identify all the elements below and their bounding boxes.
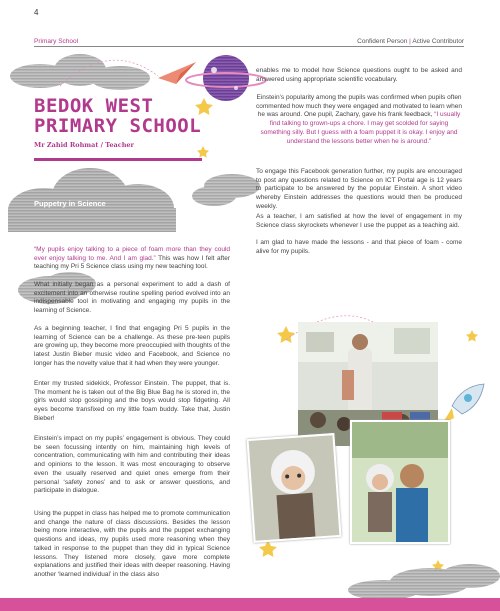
school-title-line1: BEDOK WEST	[34, 95, 154, 117]
star-icon	[259, 540, 277, 557]
school-title-line2: PRIMARY SCHOOL	[34, 115, 202, 137]
classroom-photo-2-image	[352, 422, 448, 542]
footer-band	[0, 598, 500, 611]
intro-quote: “My pupils enjoy talking to a piece of foam more than they could ever enjoy talking to me. And I am glad.”	[34, 246, 230, 262]
cloud-bottom-right	[348, 564, 500, 600]
star-icon	[466, 330, 478, 342]
star-icon	[277, 326, 295, 343]
left-paragraph-intro	[34, 246, 230, 272]
section-label: Puppetry in Science	[34, 199, 106, 208]
left-paragraph-3: As a beginning teacher, I find that engaging Pri 5 pupils in the learning of Science can be a challenge. As these pre-teen pupils are growing up, they become more preoccupied with thoughts of the latest Justin Bieber music video and Facebook, and Science no longer has the novelty value that it had when they were younger.	[34, 325, 230, 367]
classroom-photo-2	[350, 420, 450, 544]
right-paragraph-2	[256, 94, 462, 146]
cloud-top-left	[10, 54, 150, 90]
author-byline: Mr Zahid Rohmat / Teacher	[34, 141, 134, 149]
page-number: 4	[34, 8, 39, 17]
star-icon	[197, 146, 209, 158]
running-header-a: Confident Person	[357, 38, 408, 45]
left-paragraph-2: What initially began as a personal experiment to add a dash of excitement into an otherwise routine spelling period evolved into an indispensable tool in motivating and engaging my pupils in the learning of Science.	[34, 281, 230, 315]
right-paragraph-3: To engage this Facebook generation further, my pupils are encouraged to post any questions related to Science on ICT Portal age is 12 years to participate to be answered by the popular Einstein. A short video whereby Einstein addresses the questions would then be produced weekly.	[256, 168, 462, 210]
right-paragraph-1: enables me to model how Science questions ought to be asked and answered using appropriate scientific vocabulary.	[256, 67, 462, 83]
classroom-photo-3	[246, 433, 341, 543]
magenta-bar	[34, 158, 202, 161]
school-title	[34, 96, 234, 136]
intro-rest: This was how I felt after teaching my Pri 5 Science class using my new teaching tool.	[34, 254, 231, 271]
left-paragraph-4: Enter my trusted sidekick, Professor Einstein. The puppet, that is. The moment he is taken out of the Big Blue Bag he is stored in, the girls would stop gossiping and the boys would stop fidgeting. All eyes become transfixed on my little foam buddy. Take that, Justin Bieber!	[34, 380, 230, 422]
right-paragraph-5: I am glad to have made the lessons - and that piece of foam - come alive for my pupils.	[256, 239, 462, 255]
left-paragraph-6: Using the puppet in class has helped me to promote communication and change the nature of class discussions. Besides the lesson being more interactive, with the pupils and the puppet exchanging questions and ideas, my pupils used more reasoning when they talked in response to the puppet than they did in typical Science lessons. They listened more closely, gave more complete explanations and justified their ideas with deeper reasoning. Having another ‘learned individual’ in the class also	[34, 510, 230, 578]
running-header-b: Active Contributor	[412, 38, 464, 45]
left-paragraph-5: Einstein’s impact on my pupils’ engagement is obvious. They could be seen focussing intently on him, maintaining high levels of concentration, communicating with him and contributing their ideas and opinions to the lesson. It was most encouraging to observe even the usually reserved and quiet ones emerge from their personal ‘safety zones’ and to ask or answer questions, and participate in dialogue.	[34, 435, 230, 495]
classroom-photo-3-image	[249, 435, 340, 541]
zachary-quote: “I usually find talking to grown-ups a chore. I may get scolded for saying something silly. But I guess with a foam puppet it is okay. I enjoy and understand the lessons better when he is around.”	[260, 111, 461, 145]
cloud-right	[192, 174, 260, 206]
planet-icon	[186, 55, 266, 101]
right-paragraph-4: As a teacher, I am satisfied at how the level of engagement in my Science class skyrockets whenever I use the puppet as a teaching aid.	[256, 213, 462, 229]
paper-plane-icon	[158, 62, 196, 84]
section-name: Primary School	[34, 38, 79, 45]
running-header-separator: |	[409, 38, 411, 45]
zachary-lead: Einstein’s popularity among the pupils was confirmed when pupils often commented how much they were engaged and motivated to learn when he was around. One pupil, Zachary, gave his frank feedback,	[256, 94, 462, 119]
